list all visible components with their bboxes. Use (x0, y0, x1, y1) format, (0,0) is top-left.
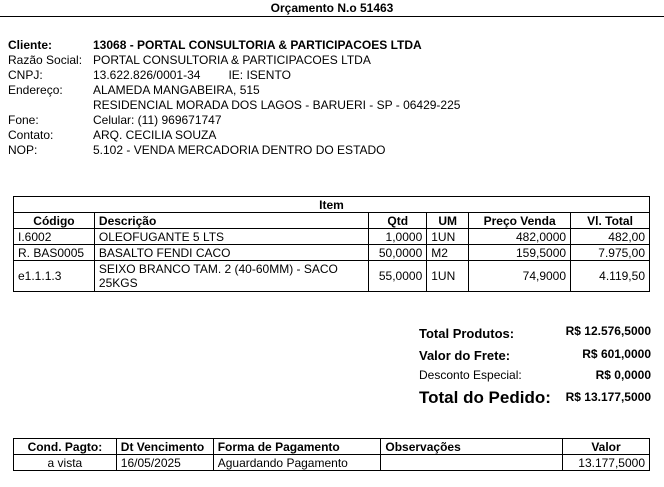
client-info (8, 38, 460, 158)
row-total: 4.119,50 (571, 261, 650, 292)
total-pedido-row (419, 385, 651, 409)
row-um: 1UN (427, 229, 469, 245)
table-row (14, 261, 650, 292)
col-observacoes: Observações (381, 439, 563, 455)
contato-label: Contato: (8, 128, 54, 142)
row-um: 1UN (427, 261, 469, 292)
document-title: Orçamento N.o 51463 (0, 0, 664, 17)
endereco-row-2 (8, 98, 460, 113)
pay-valor: 13.177,5000 (563, 455, 650, 471)
client-row (8, 38, 460, 53)
row-preco: 482,0000 (469, 229, 571, 245)
fone-row (8, 113, 460, 128)
row-qtd: 55,0000 (369, 261, 427, 292)
col-forma-pagamento: Forma de Pagamento (213, 439, 381, 455)
col-um: UM (427, 213, 469, 229)
row-um: M2 (427, 245, 469, 261)
frete-value: R$ 601,0000 (582, 347, 651, 361)
endereco-row (8, 83, 460, 98)
col-total: Vl. Total (571, 213, 650, 229)
total-produtos-value: R$ 12.576,5000 (565, 324, 651, 338)
row-total: 482,00 (571, 229, 650, 245)
row-qtd: 1,0000 (369, 229, 427, 245)
row-total: 7.975,00 (571, 245, 650, 261)
totals-block (419, 324, 651, 409)
cnpj-row (8, 68, 460, 83)
endereco-line1: ALAMEDA MANGABEIRA, 515 (93, 83, 260, 97)
contato-value: ARQ. CECILIA SOUZA (93, 128, 217, 142)
frete-row (419, 345, 651, 365)
items-table (13, 196, 650, 292)
row-codigo: I.6002 (14, 229, 95, 245)
nop-value: 5.102 - VENDA MERCADORIA DENTRO DO ESTADO (93, 143, 386, 157)
row-codigo: R. BAS0005 (14, 245, 95, 261)
total-pedido-value: R$ 13.177,5000 (565, 390, 651, 404)
nop-label: NOP: (8, 143, 38, 157)
total-produtos-label: Total Produtos: (419, 326, 515, 341)
col-descricao: Descrição (94, 213, 368, 229)
items-group-header: Item (14, 197, 650, 213)
row-descricao: SEIXO BRANCO TAM. 2 (40-60MM) - SACO 25KGS (94, 261, 368, 292)
pay-cond: a vista (14, 455, 117, 471)
col-codigo: Código (14, 213, 95, 229)
col-valor: Valor (563, 439, 650, 455)
razao-value: PORTAL CONSULTORIA & PARTICIPACOES LTDA (93, 53, 371, 67)
contato-row (8, 128, 460, 143)
razao-row (8, 53, 460, 68)
col-preco: Preço Venda (469, 213, 571, 229)
row-qtd: 50,0000 (369, 245, 427, 261)
col-cond-pagto: Cond. Pagto: (14, 439, 117, 455)
table-row (14, 229, 650, 245)
cnpj-label: CNPJ: (8, 68, 43, 82)
endereco-line2: RESIDENCIAL MORADA DOS LAGOS - BARUERI - SP - 06429-225 (93, 98, 461, 112)
row-descricao: OLEOFUGANTE 5 LTS (94, 229, 368, 245)
row-preco: 159,5000 (469, 245, 571, 261)
razao-label: Razão Social: (8, 53, 83, 67)
total-pedido-label: Total do Pedido: (419, 388, 551, 407)
col-qtd: Qtd (369, 213, 427, 229)
endereco-label: Endereço: (8, 83, 63, 97)
ie-value: IE: ISENTO (228, 68, 291, 82)
frete-label: Valor do Frete: (419, 348, 511, 363)
pay-forma: Aguardando Pagamento (213, 455, 381, 471)
fone-value: Celular: (11) 969671747 (93, 113, 222, 127)
cnpj-value: 13.622.826/0001-34 (93, 68, 201, 82)
row-preco: 74,9000 (469, 261, 571, 292)
payment-table (13, 438, 650, 471)
fone-label: Fone: (8, 113, 39, 127)
client-label: Cliente: (8, 38, 53, 52)
pay-obs (381, 455, 563, 471)
desconto-label: Desconto Especial: (419, 368, 522, 382)
row-descricao: BASALTO FENDI CACO (94, 245, 368, 261)
table-row (14, 455, 650, 471)
client-value: 13068 - PORTAL CONSULTORIA & PARTICIPACOES LTDA (93, 38, 422, 52)
row-codigo: e1.1.1.3 (14, 261, 95, 292)
pay-vencimento: 16/05/2025 (116, 455, 213, 471)
total-produtos-row (419, 324, 651, 345)
table-row (14, 245, 650, 261)
desconto-row (419, 365, 651, 385)
col-vencimento: Dt Vencimento (116, 439, 213, 455)
desconto-value: R$ 0,0000 (595, 368, 651, 382)
nop-row (8, 143, 460, 158)
